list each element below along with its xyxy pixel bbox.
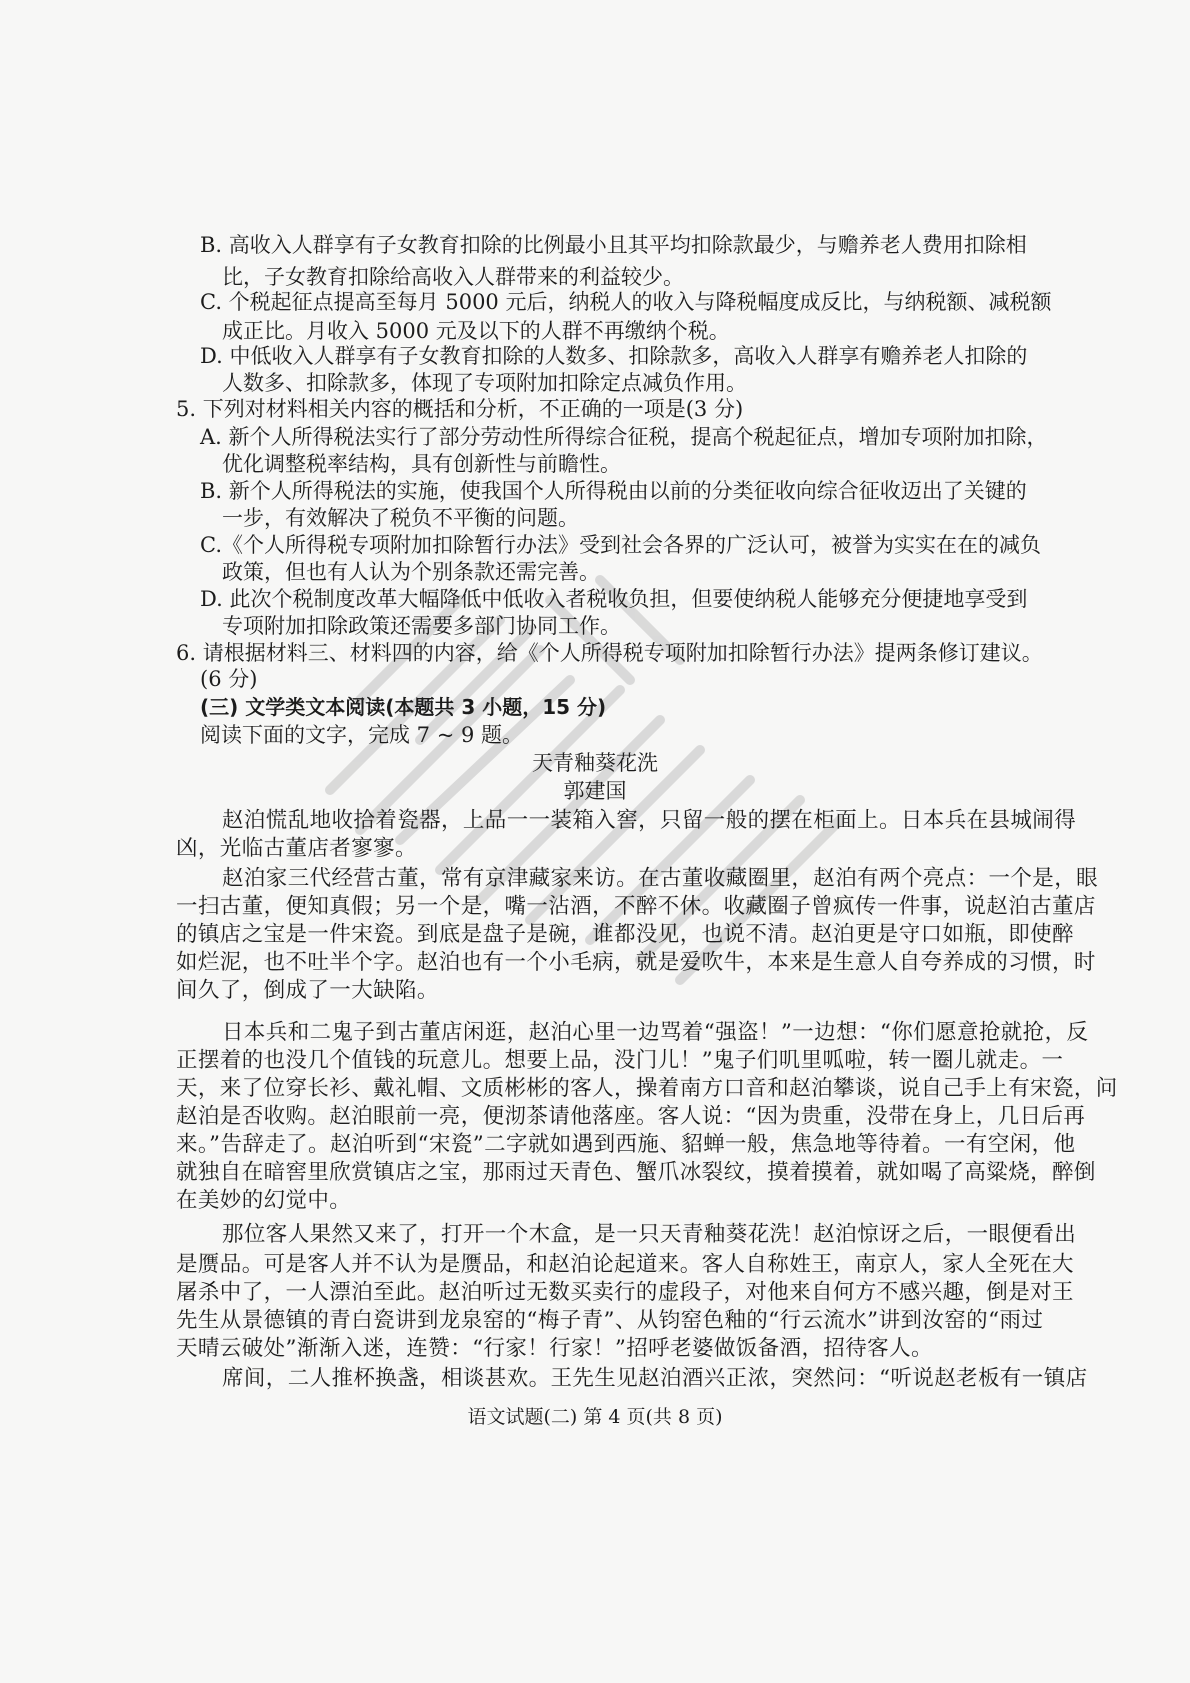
story-line: 就独自在暗窖里欣赏镇店之宝，那雨过天青色、蟹爪冰裂纹，摸着摸着，就如喝了高粱烧，醉倒 [176, 1160, 1096, 1185]
q4-option-d-line2: 人数多、扣除款多，体现了专项附加扣除定点减负作用。 [222, 371, 747, 395]
story-line: 席间，二人推杯换盏，相谈甚欢。王先生见赵泊酒兴正浓，突然问：“听说赵老板有一镇店 [222, 1366, 1088, 1391]
q4-option-d-line1: D. 中低收入人群享有子女教育扣除的人数多、扣除款多，高收入人群享有赡养老人扣除的 [200, 344, 1028, 368]
q5-option-a-line1: A. 新个人所得税法实行了部分劳动性所得综合征税，提高个税起征点，增加专项附加扣除， [200, 425, 1048, 449]
q5-option-c-line1: C.《个人所得税专项附加扣除暂行办法》受到社会各界的广泛认可，被誉为实实在在的减负 [200, 533, 1041, 557]
story-line: 在美妙的幻觉中。 [176, 1188, 352, 1213]
story-line: 的镇店之宝是一件宋瓷。到底是盘子是碗，谁都没见，也说不清。赵泊更是守口如瓶，即使醉 [176, 922, 1074, 947]
story-line: 正摆着的也没几个值钱的玩意儿。想要上品，没门儿！”鬼子们叽里呱啦，转一圈儿就走。一 [176, 1048, 1064, 1073]
q6-line2: (6 分) [200, 667, 258, 691]
q6-line1: 6. 请根据材料三、材料四的内容，给《个人所得税专项附加扣除暂行办法》提两条修订建议。 [176, 641, 1043, 665]
q5-option-c-line2: 政策，但也有人认为个别条款还需完善。 [222, 560, 600, 584]
q5-option-d-line1: D. 此次个税制度改革大幅降低中低收入者税收负担，但要使纳税人能够充分便捷地享受到 [200, 587, 1028, 611]
story-line: 来。”告辞走了。赵泊听到“宋瓷”二字就如遇到西施、貂蝉一般，焦急地等待着。一有空闲，他 [176, 1132, 1076, 1157]
story-line: 如烂泥，也不吐半个字。赵泊也有一个小毛病，就是爱吹牛，本来是生意人自夸养成的习惯，时 [176, 950, 1096, 975]
q4-option-c-line2: 成正比。月收入 5000 元及以下的人群不再缴纳个税。 [222, 319, 730, 343]
story-line: 凶，光临古董店者寥寥。 [176, 836, 417, 861]
story-line: 赵泊是否收购。赵泊眼前一亮，便沏茶请他落座。客人说：“因为贵重，没带在身上，几日后再 [176, 1104, 1086, 1129]
q4-option-b-line1: B. 高收入人群享有子女教育扣除的比例最小且其平均扣除款最少，与赡养老人费用扣除相 [200, 233, 1027, 257]
story-line: 天，来了位穿长衫、戴礼帽、文质彬彬的客人，操着南方口音和赵泊攀谈，说自己手上有宋瓷，问 [176, 1076, 1118, 1101]
story-line: 赵泊慌乱地收拾着瓷器，上品一一装箱入窖，只留一般的摆在柜面上。日本兵在县城闹得 [222, 808, 1077, 833]
story-line: 一扫古董，便知真假；另一个是，嘴一沾酒，不醉不休。收藏圈子曾疯传一件事，说赵泊古董店 [176, 894, 1096, 919]
section-heading: (三) 文学类文本阅读(本题共 3 小题，15 分) [200, 695, 607, 719]
q5-option-d-line2: 专项附加扣除政策还需要多部门协同工作。 [222, 614, 621, 638]
story-line: 先生从景德镇的青白瓷讲到龙泉窑的“梅子青”、从钧窑色釉的“行云流水”讲到汝窑的“雨过 [176, 1308, 1044, 1333]
q5-option-b-line1: B. 新个人所得税法的实施，使我国个人所得税由以前的分类征收向综合征收迈出了关键的 [200, 479, 1027, 503]
q5-option-a-line2: 优化调整税率结构，具有创新性与前瞻性。 [222, 452, 621, 476]
page-footer: 语文试题(二) 第 4 页(共 8 页) [467, 1406, 723, 1428]
story-line: 日本兵和二鬼子到古董店闲逛，赵泊心里一边骂着“强盗！”一边想：“你们愿意抢就抢，反 [222, 1020, 1089, 1045]
story-line: 间久了，倒成了一大缺陷。 [176, 978, 439, 1003]
story-line: 那位客人果然又来了，打开一个木盒，是一只天青釉葵花洗！赵泊惊讶之后，一眼便看出 [222, 1222, 1077, 1247]
q4-option-b-line2: 比，子女教育扣除给高收入人群带来的利益较少。 [222, 265, 684, 289]
section-instruction: 阅读下面的文字，完成 7 ~ 9 题。 [200, 723, 524, 747]
story-line: 天晴云破处”渐渐入迷，连赞：“行家！行家！”招呼老婆做饭备酒，招待客人。 [176, 1336, 933, 1361]
q4-option-c-line1: C. 个税起征点提高至每月 5000 元后，纳税人的收入与降税幅度成反比，与纳税额、减税额 [200, 290, 1052, 314]
story-line: 屠杀中了，一人漂泊至此。赵泊听过无数买卖行的虚段子，对他来自何方不感兴趣，倒是对王 [176, 1280, 1074, 1305]
story-line: 是赝品。可是客人并不认为是赝品，和赵泊论起道来。客人自称姓王，南京人，家人全死在大 [176, 1252, 1074, 1277]
story-author: 郭建国 [563, 779, 627, 803]
story-title: 天青釉葵花洗 [532, 751, 658, 775]
q5-option-b-line2: 一步，有效解决了税负不平衡的问题。 [222, 506, 579, 530]
q5-stem: 5. 下列对材料相关内容的概括和分析，不正确的一项是(3 分) [176, 397, 744, 421]
story-line: 赵泊家三代经营古董，常有京津藏家来访。在古董收藏圈里，赵泊有两个亮点：一个是，眼 [222, 866, 1099, 891]
